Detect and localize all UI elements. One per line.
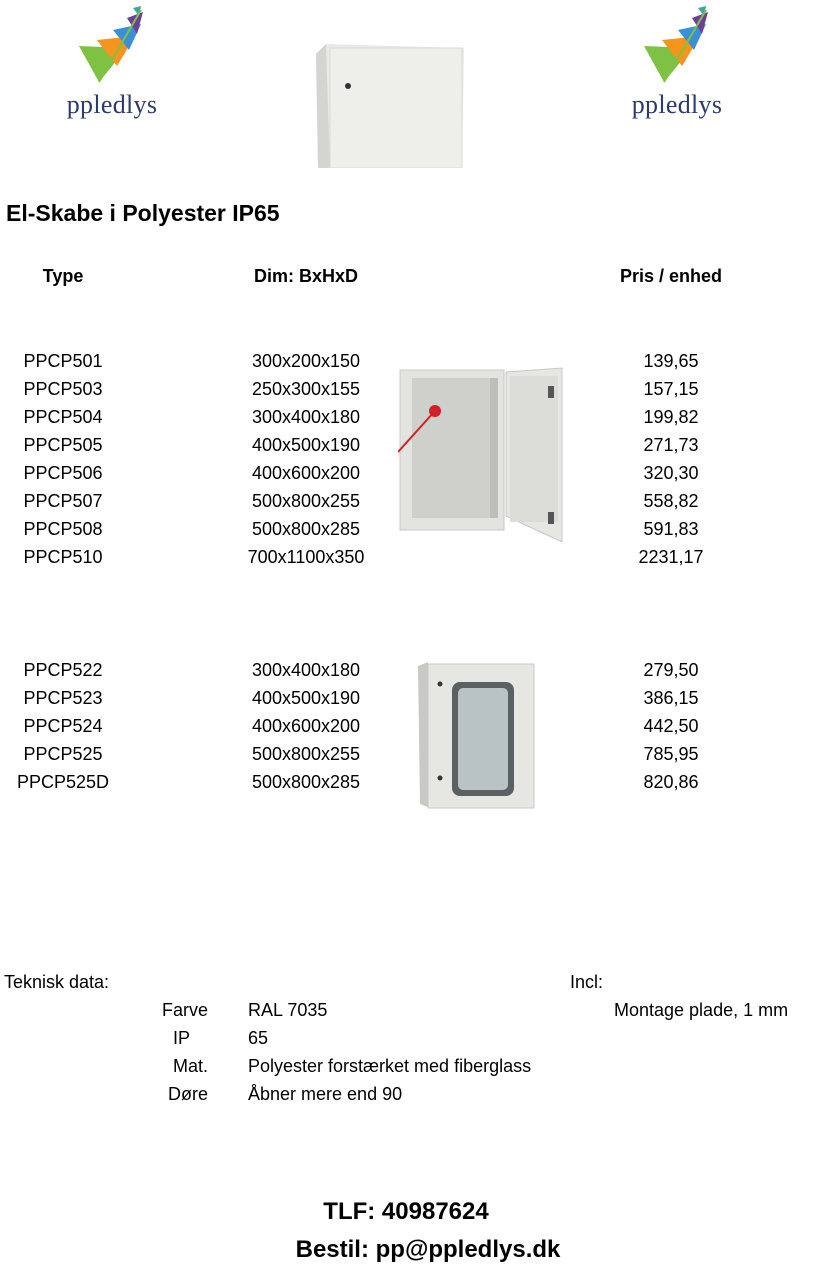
type-cell: PPCP522 [23, 660, 103, 680]
price-cell: 199,82 [643, 407, 699, 427]
footer-phone: TLF: 40987624 [323, 1198, 489, 1225]
price-cell: 820,86 [643, 772, 699, 792]
type-cell: PPCP505 [23, 435, 103, 455]
logo-text: ppledlys [66, 90, 158, 119]
dim-cell: 400x600x200 [251, 716, 361, 736]
cabinet-photo-open [398, 366, 566, 544]
spec-value: Åbner mere end 90 [248, 1084, 403, 1104]
spec-key: Farve [161, 1000, 208, 1020]
price-cell: 139,65 [643, 351, 699, 371]
tech-label: Teknisk data: [4, 972, 110, 992]
dim-cell: 300x400x180 [251, 660, 361, 680]
dim-cell: 400x500x190 [251, 435, 361, 455]
logo-arrows-icon [602, 4, 752, 94]
incl-label: Incl: [570, 972, 604, 992]
dim-cell: 250x300x155 [251, 379, 361, 399]
cabinet-photo-window [414, 660, 538, 810]
cabinet-photo-top [312, 40, 482, 168]
table-row [0, 547, 832, 575]
dim-cell: 500x800x285 [251, 519, 361, 539]
price-cell: 785,95 [643, 744, 699, 764]
price-cell: 558,82 [643, 491, 699, 511]
spec-value: Polyester forstærket med fiberglass [248, 1056, 532, 1076]
header-type: Type [42, 266, 84, 286]
logo-right [602, 4, 752, 144]
spec-value: 65 [248, 1028, 269, 1048]
dim-cell: 400x500x190 [251, 688, 361, 708]
dim-cell: 700x1100x350 [247, 547, 365, 567]
dim-cell: 500x800x255 [251, 491, 361, 511]
spec-key: Døre [168, 1084, 208, 1104]
type-cell: PPCP523 [23, 688, 103, 708]
logo-arrows-icon [37, 4, 187, 94]
type-cell: PPCP525D [16, 772, 110, 792]
type-cell: PPCP510 [23, 547, 103, 567]
dim-cell: 300x200x150 [251, 351, 361, 371]
dim-cell: 300x400x180 [251, 407, 361, 427]
price-cell: 320,30 [643, 463, 699, 483]
price-cell: 591,83 [643, 519, 699, 539]
header-dim: Dim: BxHxD [253, 266, 359, 286]
type-cell: PPCP508 [23, 519, 103, 539]
dim-cell: 400x600x200 [251, 463, 361, 483]
spec-key: Mat. [172, 1056, 208, 1076]
price-cell: 279,50 [643, 660, 699, 680]
header-price: Pris / enhed [619, 266, 723, 286]
price-cell: 2231,17 [638, 547, 704, 567]
footer-order: Bestil: pp@ppledlys.dk [295, 1236, 561, 1263]
price-cell: 271,73 [643, 435, 699, 455]
logo-left [37, 4, 187, 144]
logo-text: ppledlys [631, 90, 723, 119]
type-cell: PPCP503 [23, 379, 103, 399]
dim-cell: 500x800x285 [251, 772, 361, 792]
price-cell: 442,50 [643, 716, 699, 736]
price-cell: 157,15 [643, 379, 699, 399]
type-cell: PPCP507 [23, 491, 103, 511]
price-cell: 386,15 [643, 688, 699, 708]
incl-value: Montage plade, 1 mm [614, 1000, 789, 1020]
dim-cell: 500x800x255 [251, 744, 361, 764]
type-cell: PPCP525 [23, 744, 103, 764]
spec-key: IP [172, 1028, 190, 1048]
type-cell: PPCP524 [23, 716, 103, 736]
type-cell: PPCP501 [23, 351, 103, 371]
type-cell: PPCP504 [23, 407, 103, 427]
type-cell: PPCP506 [23, 463, 103, 483]
spec-value: RAL 7035 [248, 1000, 328, 1020]
page-title: El-Skabe i Polyester IP65 [6, 200, 280, 226]
